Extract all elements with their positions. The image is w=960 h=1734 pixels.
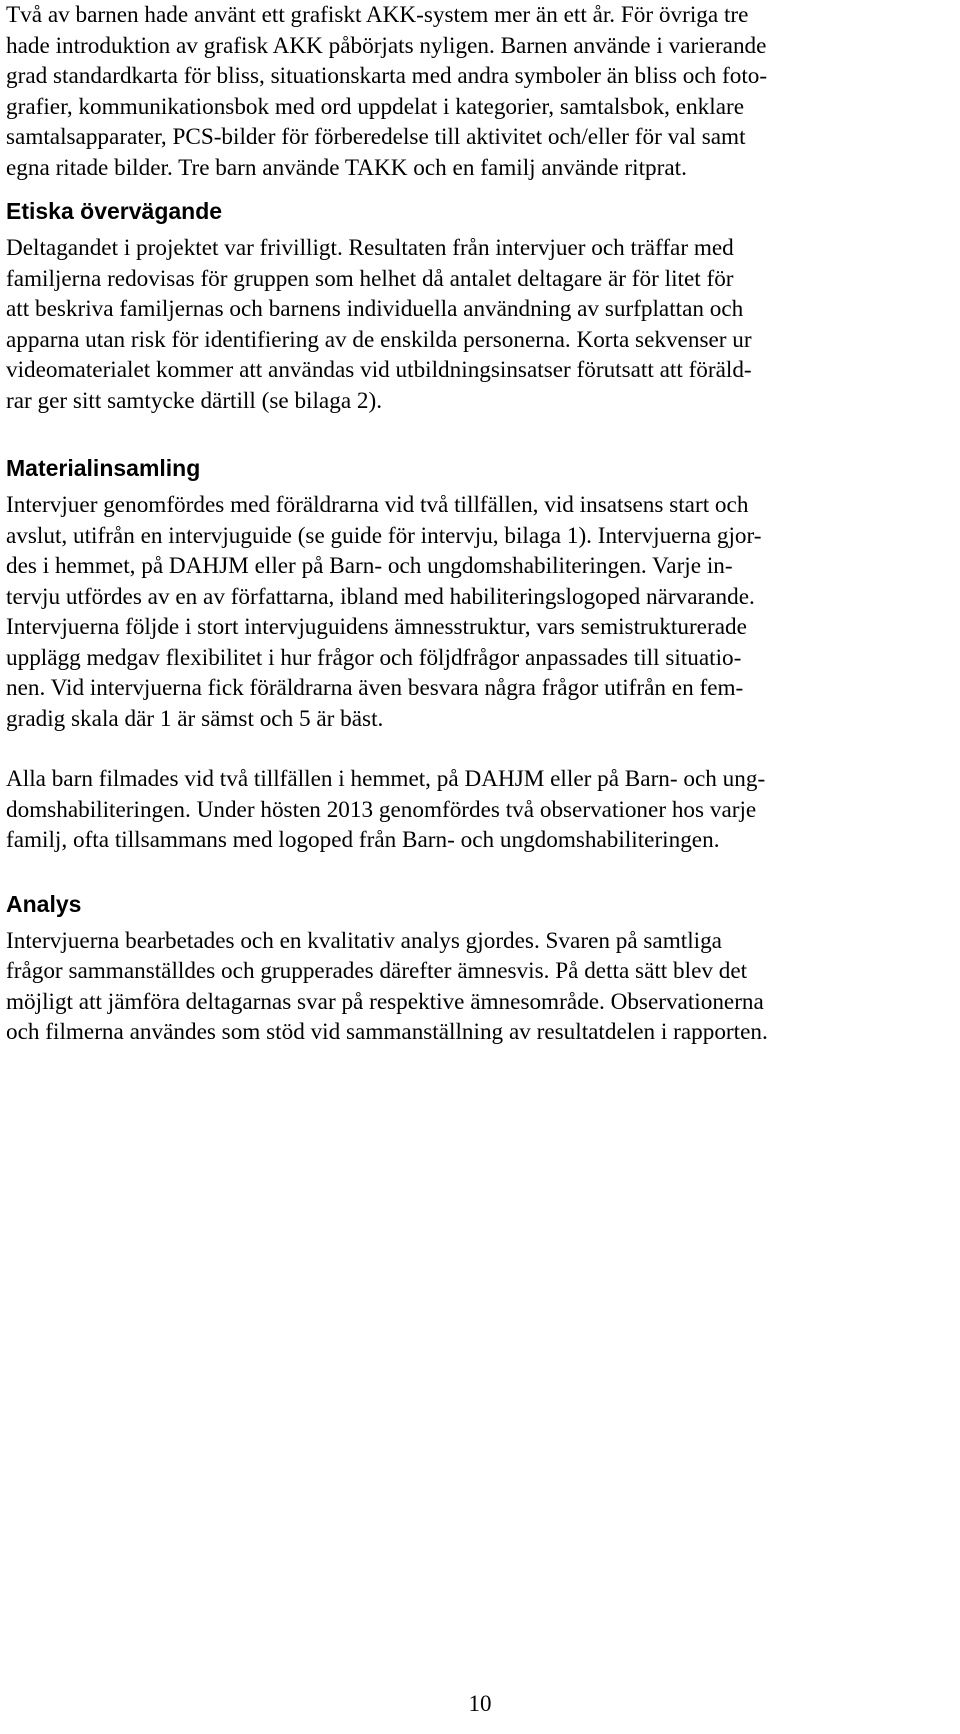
text-line: Deltagandet i projektet var frivilligt. Resultaten från intervjuer och träffar med bbox=[6, 235, 734, 261]
section-heading-ethics: Etiska övervägande bbox=[6, 198, 223, 224]
text-line: apparna utan risk för identifiering av de enskilda personerna. Korta sekvenser ur bbox=[6, 326, 752, 353]
text-line: tervju utfördes av en av författarna, ibland med habiliteringslogoped närvarande. bbox=[6, 583, 755, 610]
text-line: gradig skala där 1 är sämst och 5 är bäst. bbox=[6, 705, 384, 732]
text-line: att beskriva familjernas och barnens individuella användning av surfplattan och bbox=[6, 296, 744, 322]
text-line: och filmerna användes som stöd vid sammanställning av resultatdelen i rapporten. bbox=[6, 1019, 768, 1045]
text-line: egna ritade bilder. Tre barn använde TAKK och en familj använde ritprat. bbox=[6, 154, 687, 181]
document-page bbox=[6, 0, 958, 1048]
text-line: grad standardkarta för bliss, situationskarta med andra symboler än bliss och foto- bbox=[6, 63, 768, 89]
intro-paragraph bbox=[6, 0, 958, 183]
page-number: 10 bbox=[468, 1691, 492, 1716]
materials-paragraph-filming bbox=[6, 764, 958, 856]
text-line: avslut, utifrån en intervjuguide (se guide för intervju, bilaga 1). Intervjuerna gjor- bbox=[6, 522, 762, 549]
text-line: rar ger sitt samtycke därtill (se bilaga 2). bbox=[6, 387, 383, 414]
text-line: videomaterialet kommer att användas vid utbildningsinsatser förutsatt att föräld- bbox=[6, 357, 752, 383]
text-line: grafier, kommunikationsbok med ord uppdelat i kategorier, samtalsbok, enklare bbox=[6, 93, 745, 120]
text-line: frågor sammanställdes och grupperades därefter ämnesvis. På detta sätt blev det bbox=[6, 958, 748, 984]
ethics-paragraph bbox=[6, 233, 958, 416]
materials-paragraph-interviews bbox=[6, 490, 958, 734]
text-line: Intervjuer genomfördes med föräldrarna vid två tillfällen, vid insatsens start och bbox=[6, 492, 749, 518]
text-line: Intervjuerna bearbetades och en kvalitativ analys gjordes. Svaren på samtliga bbox=[6, 927, 722, 954]
text-line: Alla barn filmades vid två tillfällen i hemmet, på DAHJM eller på Barn- och ung- bbox=[6, 766, 766, 792]
text-line: familjerna redovisas för gruppen som helhet då antalet deltagare är för litet för bbox=[6, 265, 734, 292]
text-line: samtalsapparater, PCS-bilder för förberedelse till aktivitet och/eller för val samt bbox=[6, 124, 746, 150]
text-line: nen. Vid intervjuerna fick föräldrarna även besvara några frågor utifrån en fem- bbox=[6, 675, 744, 701]
section-heading-materials: Materialinsamling bbox=[6, 455, 201, 481]
analysis-paragraph bbox=[6, 926, 958, 1048]
text-line: Intervjuerna följde i stort intervjuguidens ämnesstruktur, vars semistrukturerade bbox=[6, 614, 747, 640]
text-line: upplägg medgav flexibilitet i hur frågor och följdfrågor anpassades till situatio- bbox=[6, 644, 742, 671]
text-line: hade introduktion av grafisk AKK påbörjats nyligen. Barnen använde i varierande bbox=[6, 32, 767, 59]
section-heading-analysis: Analys bbox=[6, 890, 82, 917]
text-line: des i hemmet, på DAHJM eller på Barn- och ungdomshabiliteringen. Varje in- bbox=[6, 553, 733, 579]
text-line: domshabiliteringen. Under hösten 2013 genomfördes två observationer hos varje bbox=[6, 796, 757, 823]
text-line: möjligt att jämföra deltagarnas svar på respektive ämnesområde. Observationerna bbox=[6, 988, 764, 1015]
text-line: familj, ofta tillsammans med logoped från Barn- och ungdomshabiliteringen. bbox=[6, 827, 720, 853]
text-line: Två av barnen hade använt ett grafiskt AKK-system mer än ett år. För övriga tre bbox=[6, 2, 749, 28]
